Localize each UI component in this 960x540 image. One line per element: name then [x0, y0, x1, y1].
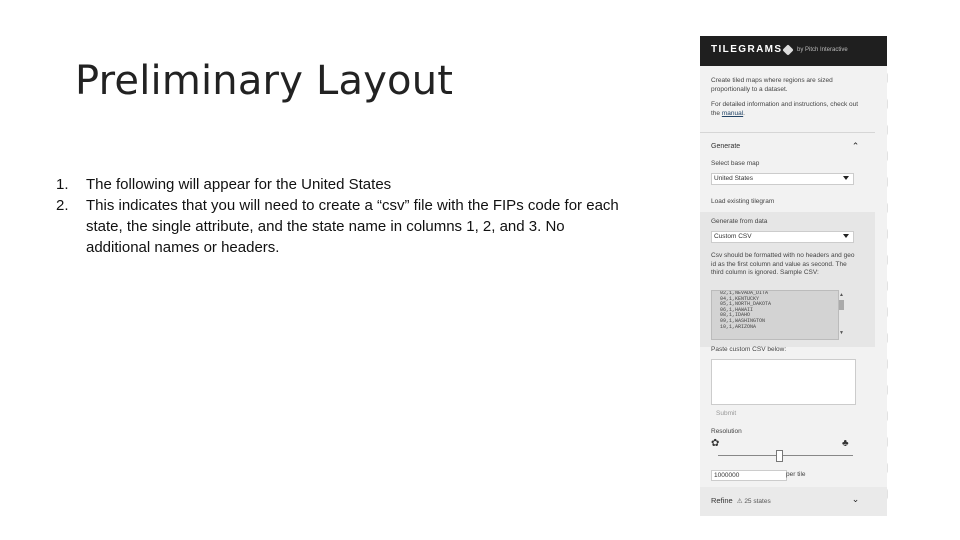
refine-header[interactable]: [711, 496, 771, 505]
app-byline[interactable]: by Pitch Interactive: [797, 47, 848, 53]
from-data-label: Generate from data: [711, 218, 768, 225]
slide-bullet-list: [56, 174, 626, 258]
manual-link[interactable]: manual: [721, 109, 744, 117]
refine-warning: ⚠ 25 states: [736, 498, 771, 505]
list-text: This indicates that you will need to create a “csv” file with the FIPs code for each state, the single attribute, and the state name in columns 1, 2, and 3. No additional names or headers.: [86, 197, 619, 256]
caret-down-icon: [843, 234, 849, 238]
refine-title: Refine: [711, 496, 733, 505]
tilegrams-sidebar: [700, 36, 887, 516]
resolution-slider-handle[interactable]: [776, 450, 783, 462]
sample-csv-box[interactable]: [711, 290, 839, 340]
csv-line: 06,1,HAWAII: [720, 306, 754, 313]
csv-line: 10,1,ARIZONA: [720, 323, 757, 330]
chevron-up-icon[interactable]: ⌃: [851, 141, 860, 151]
intro-text: Create tiled maps where regions are sized proportionally to a dataset.: [711, 77, 833, 93]
data-source-value: Custom CSV: [714, 233, 752, 240]
slide-title: Preliminary Layout: [75, 58, 454, 104]
paste-csv-label: Paste custom CSV below:: [711, 346, 787, 353]
base-map-value: United States: [714, 175, 754, 182]
list-text: The following will appear for the United States: [86, 176, 392, 193]
cube-logo-icon: [782, 44, 793, 55]
csv-scrollbar[interactable]: [839, 292, 844, 338]
many-tiles-icon: ✿: [711, 438, 720, 449]
data-source-select[interactable]: [711, 231, 854, 243]
csv-line: 08,1,IDAHO: [720, 312, 751, 319]
resolution-input[interactable]: 1000000: [711, 470, 787, 481]
resolution-label: Resolution: [711, 428, 742, 435]
divider: [700, 132, 875, 133]
submit-button[interactable]: Submit: [716, 410, 737, 417]
custom-csv-textarea[interactable]: [711, 359, 856, 405]
per-tile-label: per tile: [786, 471, 806, 478]
scroll-up-icon[interactable]: ▲: [839, 292, 844, 298]
csv-line: 02,1,NEVADA_DITA: [720, 290, 769, 296]
scroll-down-icon[interactable]: ▼: [839, 330, 844, 336]
app-brand[interactable]: TILEGRAMS: [711, 44, 783, 55]
chevron-down-icon[interactable]: ⌄: [851, 494, 860, 504]
instructions-prefix: For detailed information and instructions, check out the: [711, 101, 859, 117]
scroll-thumb[interactable]: [839, 300, 844, 310]
resolution-slider-track[interactable]: [718, 455, 853, 456]
instructions-suffix: .: [743, 109, 745, 117]
csv-line: 09,1,WASHINGTON: [720, 317, 766, 324]
list-number: 2.: [56, 197, 69, 214]
app-header: [700, 36, 887, 66]
list-item: [56, 174, 626, 195]
base-map-select[interactable]: [711, 173, 854, 185]
load-tilegram-link[interactable]: Load existing tilegram: [711, 198, 775, 205]
instructions-text: [711, 101, 866, 118]
list-number: 1.: [56, 176, 69, 193]
csv-line: 04,1,KENTUCKY: [720, 295, 760, 302]
base-map-label: Select base map: [711, 160, 760, 167]
csv-help-text: Csv should be formatted with no headers and geo id as the first column and value as second. The third column is ignored. Sample CSV:: [711, 252, 855, 276]
csv-line: 05,1,NORTH_DAKOTA: [720, 301, 772, 308]
few-tiles-icon: ♣: [842, 438, 849, 449]
list-item: [56, 195, 626, 258]
caret-down-icon: [843, 176, 849, 180]
generate-section-title[interactable]: Generate: [711, 143, 741, 150]
